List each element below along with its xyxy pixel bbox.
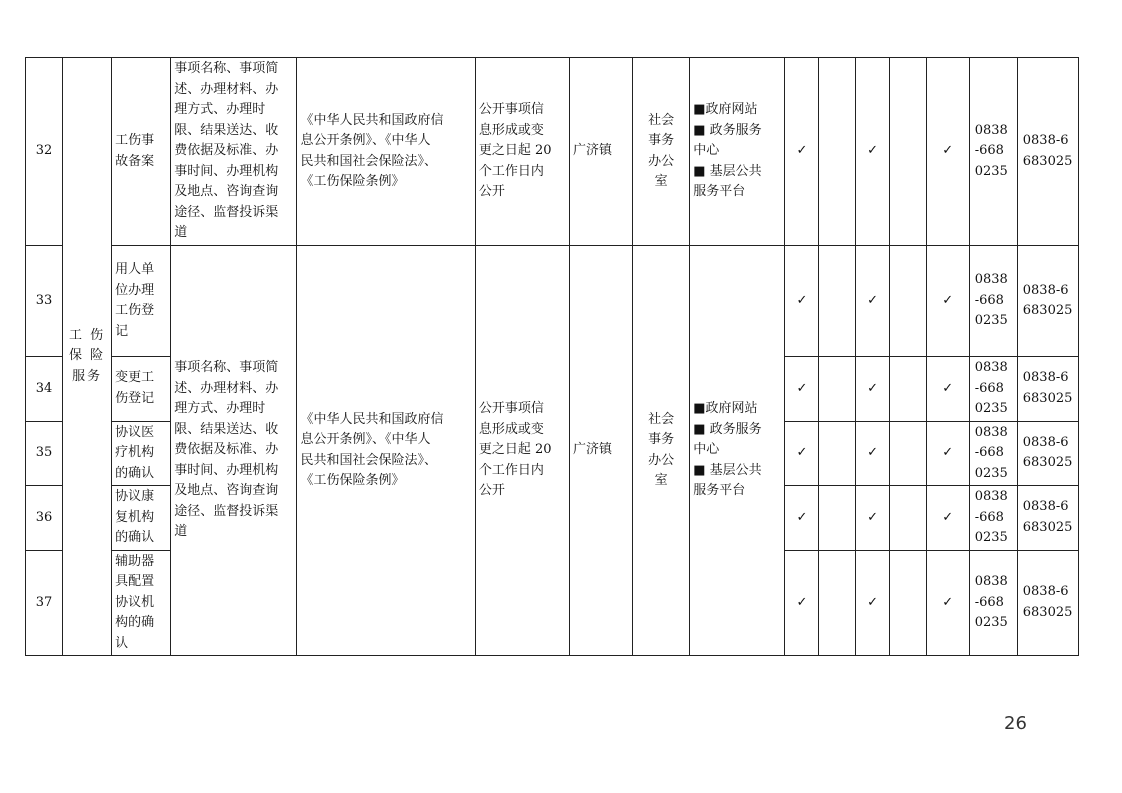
check-mark-icon: ✓: [785, 357, 819, 422]
channel-cell: [690, 246, 785, 656]
check-mark-icon: ✓: [785, 486, 819, 551]
content-line: 及地点、咨询查询: [174, 184, 279, 200]
phone-cell: [969, 246, 1017, 357]
empty-cell: [889, 486, 926, 551]
check-mark-icon: ✓: [926, 58, 969, 246]
channel-cell: [690, 58, 785, 246]
timing-line: 公开事项信: [478, 401, 544, 417]
phone-line: 683025: [1022, 604, 1073, 620]
check-mark-icon: ✓: [785, 246, 819, 357]
item-name-cell: [112, 486, 171, 551]
timing-line: 个工作日内: [478, 163, 544, 179]
channel-line: ■ 基层公共: [693, 163, 762, 179]
check-mark-icon: ✓: [785, 421, 819, 486]
channel-line: 服务平台: [693, 184, 746, 200]
phone-line: 683025: [1022, 390, 1073, 406]
legal-basis-line: 民共和国社会保险法》、: [300, 153, 437, 169]
row-number: 37: [26, 550, 63, 656]
phone-line: -668: [974, 380, 1004, 396]
department-line: 办公: [648, 153, 675, 169]
phone-line: 0235: [974, 163, 1008, 179]
empty-cell: [819, 58, 856, 246]
disclosure-table: [25, 57, 1079, 656]
phone-line: 683025: [1022, 303, 1073, 318]
item-name-line: 协议机: [115, 594, 155, 610]
phone-line: 683025: [1022, 455, 1073, 471]
complaint-phone-cell: [1017, 421, 1078, 486]
item-name-line: 的确认: [115, 465, 155, 481]
legal-basis-line: 息公开条例》、《中华人: [300, 432, 431, 447]
empty-cell: [889, 58, 926, 246]
item-name-line: 构的确: [115, 615, 155, 630]
row-number: 33: [26, 246, 63, 357]
legal-basis-line: 《工伤保险条例》: [300, 473, 405, 488]
timing-line: 个工作日内: [478, 462, 544, 478]
empty-cell: [889, 246, 926, 357]
complaint-phone-cell: [1017, 246, 1078, 357]
department-line: 社会: [648, 411, 675, 427]
timing-line: 公开: [478, 483, 505, 499]
phone-cell: [969, 550, 1017, 656]
content-line: 理方式、办理时: [174, 401, 266, 417]
complaint-phone-cell: [1017, 58, 1078, 246]
check-mark-icon: ✓: [856, 550, 889, 656]
content-line: 途径、监督投诉渠: [174, 204, 279, 220]
content-cell: [171, 246, 297, 656]
timing-line: 更之日起 20: [478, 143, 552, 159]
check-mark-icon: ✓: [856, 246, 889, 357]
content-line: 事时间、办理机构: [174, 163, 279, 179]
check-mark-icon: ✓: [926, 421, 969, 486]
phone-line: 0838: [974, 122, 1008, 138]
department-line: 事务: [648, 432, 675, 447]
phone-line: -668: [974, 445, 1004, 460]
department-line: 室: [654, 473, 668, 488]
phone-line: 0838-6: [1022, 584, 1069, 600]
row-number: 36: [26, 486, 63, 551]
complaint-phone-cell: [1017, 357, 1078, 422]
item-name-line: 工伤登: [115, 303, 155, 318]
phone-line: 0838-6: [1022, 434, 1069, 450]
empty-cell: [819, 421, 856, 486]
phone-cell: [969, 58, 1017, 246]
timing-line: 息形成或变: [478, 122, 544, 138]
phone-line: 0838-6: [1022, 370, 1069, 386]
phone-line: 0235: [974, 465, 1008, 481]
content-line: 费依据及标准、办: [174, 442, 279, 458]
town-cell: 广济镇: [569, 58, 632, 246]
content-line: 及地点、咨询查询: [174, 483, 279, 499]
item-name-line: 工伤事: [115, 133, 155, 148]
channel-line: 中心: [693, 442, 720, 458]
phone-line: -668: [974, 143, 1004, 159]
content-line: 道: [174, 225, 188, 241]
item-name-line: 复机构: [115, 509, 155, 525]
phone-line: 0235: [974, 313, 1008, 329]
content-line: 道: [174, 524, 188, 540]
item-name-line: 用人单: [115, 262, 155, 277]
check-mark-icon: ✓: [785, 550, 819, 656]
department-line: 办公: [648, 452, 675, 468]
content-line: 理方式、办理时: [174, 102, 266, 118]
check-mark-icon: ✓: [926, 550, 969, 656]
empty-cell: [889, 421, 926, 486]
check-mark-icon: ✓: [856, 58, 889, 246]
table-row: [26, 246, 1079, 357]
department-cell: [633, 246, 690, 656]
department-cell: [633, 58, 690, 246]
item-name-line: 伤登记: [115, 390, 155, 406]
service-group-line: 保 险: [69, 348, 106, 364]
row-number: 35: [26, 421, 63, 486]
legal-basis-cell: [297, 58, 475, 246]
timing-line: 公开: [478, 184, 505, 200]
check-mark-icon: ✓: [856, 421, 889, 486]
check-mark-icon: ✓: [926, 246, 969, 357]
service-group-line: 服务: [72, 368, 103, 384]
item-name-line: 协议医: [115, 424, 155, 440]
channel-line: ■ 政务服务: [693, 421, 762, 437]
phone-line: 0838: [974, 574, 1008, 589]
phone-cell: [969, 357, 1017, 422]
phone-line: 0838-6: [1022, 133, 1069, 148]
check-mark-icon: ✓: [856, 357, 889, 422]
channel-line: ■ 政务服务: [693, 122, 762, 138]
phone-line: 0235: [974, 530, 1008, 545]
check-mark-icon: ✓: [785, 58, 819, 246]
content-line: 事项名称、事项简: [174, 61, 279, 77]
legal-basis-line: 息公开条例》、《中华人: [300, 133, 431, 148]
phone-line: -668: [974, 509, 1004, 525]
item-name-line: 疗机构: [115, 445, 155, 460]
phone-line: 0838: [974, 360, 1008, 375]
timing-cell: [475, 246, 569, 656]
item-name-line: 变更工: [115, 370, 155, 386]
item-name-line: 故备案: [115, 153, 155, 169]
item-name-line: 位办理: [115, 282, 155, 298]
phone-line: 0838: [974, 272, 1008, 288]
item-name-cell: [112, 550, 171, 656]
legal-basis-line: 《中华人民共和国政府信: [300, 112, 444, 128]
empty-cell: [819, 246, 856, 357]
content-line: 费依据及标准、办: [174, 143, 279, 159]
legal-basis-line: 民共和国社会保险法》、: [300, 452, 437, 468]
complaint-phone-cell: [1017, 550, 1078, 656]
phone-line: 0838-6: [1022, 499, 1069, 515]
phone-line: 683025: [1022, 153, 1073, 169]
item-name-line: 记: [115, 323, 129, 339]
content-cell: [171, 58, 297, 246]
service-group-line: 工 伤: [69, 327, 106, 343]
content-line: 限、结果送达、收: [174, 122, 279, 138]
phone-line: 0838: [974, 489, 1008, 504]
channel-line: ■ 基层公共: [693, 462, 762, 478]
row-number: 34: [26, 357, 63, 422]
department-line: 事务: [648, 133, 675, 148]
item-name-line: 协议康: [115, 489, 155, 504]
row-number: 32: [26, 58, 63, 246]
item-name-line: 具配置: [115, 574, 155, 589]
item-name-line: 的确认: [115, 530, 155, 545]
department-line: 社会: [648, 112, 675, 128]
item-name-cell: [112, 58, 171, 246]
phone-line: -668: [974, 594, 1004, 610]
check-mark-icon: ✓: [856, 486, 889, 551]
item-name-line: 认: [115, 635, 129, 651]
phone-line: 683025: [1022, 519, 1073, 535]
phone-line: 0838-6: [1022, 282, 1069, 298]
service-group-cell: [63, 58, 112, 656]
phone-line: 0235: [974, 401, 1008, 416]
legal-basis-line: 《中华人民共和国政府信: [300, 411, 444, 427]
content-line: 事时间、办理机构: [174, 462, 279, 478]
page-number: 26: [1004, 713, 1027, 734]
channel-line: ■政府网站: [693, 102, 758, 118]
department-line: 室: [654, 174, 668, 189]
check-mark-icon: ✓: [926, 486, 969, 551]
item-name-cell: [112, 246, 171, 357]
empty-cell: [819, 357, 856, 422]
item-name-cell: [112, 421, 171, 486]
phone-cell: [969, 486, 1017, 551]
table-row: [26, 58, 1079, 246]
empty-cell: [819, 486, 856, 551]
legal-basis-line: 《工伤保险条例》: [300, 174, 405, 189]
phone-cell: [969, 421, 1017, 486]
empty-cell: [889, 550, 926, 656]
content-line: 述、办理材料、办: [174, 81, 279, 97]
timing-line: 公开事项信: [478, 102, 544, 118]
channel-line: ■政府网站: [693, 401, 758, 417]
channel-line: 服务平台: [693, 483, 746, 499]
complaint-phone-cell: [1017, 486, 1078, 551]
item-name-line: 辅助器: [115, 553, 155, 569]
empty-cell: [819, 550, 856, 656]
check-mark-icon: ✓: [926, 357, 969, 422]
item-name-cell: [112, 357, 171, 422]
content-line: 述、办理材料、办: [174, 380, 279, 396]
phone-line: 0235: [974, 615, 1008, 630]
timing-line: 息形成或变: [478, 421, 544, 437]
content-line: 事项名称、事项简: [174, 360, 279, 376]
timing-line: 更之日起 20: [478, 442, 552, 458]
phone-line: -668: [974, 292, 1004, 308]
phone-line: 0838: [974, 424, 1008, 440]
timing-cell: [475, 58, 569, 246]
legal-basis-cell: [297, 246, 475, 656]
empty-cell: [889, 357, 926, 422]
channel-line: 中心: [693, 143, 720, 159]
content-line: 途径、监督投诉渠: [174, 503, 279, 519]
town-cell: 广济镇: [569, 246, 632, 656]
content-line: 限、结果送达、收: [174, 421, 279, 437]
